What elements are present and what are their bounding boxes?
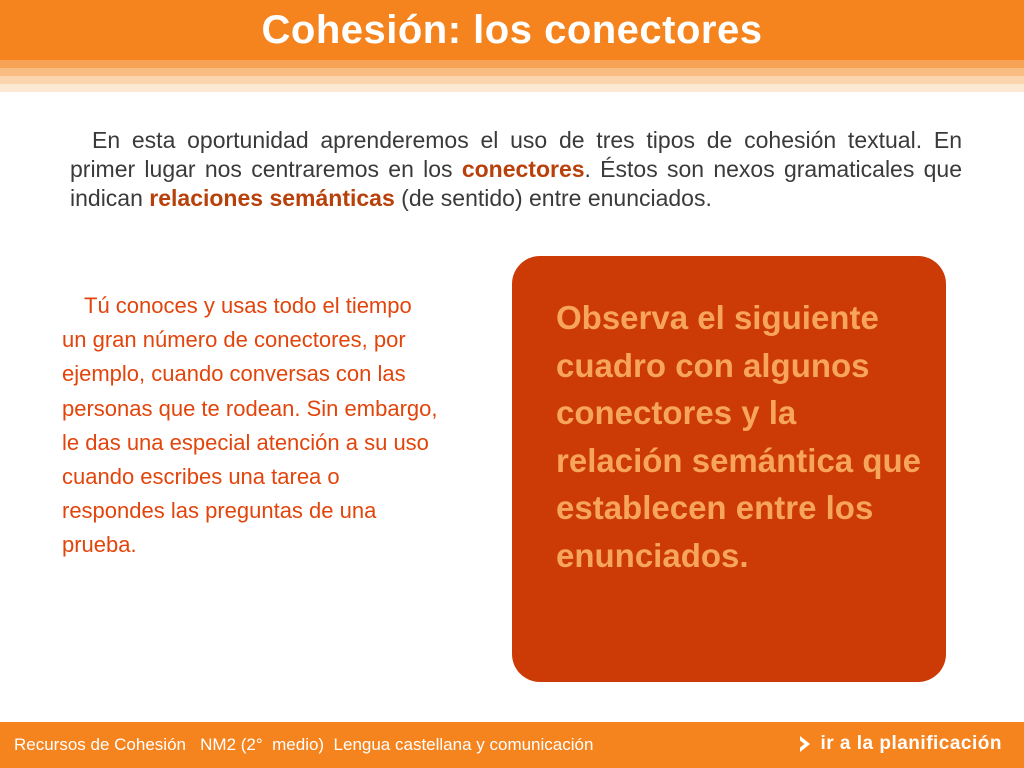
planning-link-label: ir a la planificación <box>820 733 1002 754</box>
keyword-conectores: conectores <box>461 156 585 182</box>
keyword-relaciones-semanticas: relaciones semánticas <box>149 185 395 211</box>
intro-text: . Éstos son nexos gramaticales que indican <box>70 156 962 211</box>
course-info: Recursos de Cohesión NM2 (2° medio) Lengua castellana y comunicación <box>14 735 594 754</box>
header-stripe <box>0 68 1024 76</box>
intro-text: (de sentido) entre enunciados. <box>394 185 712 211</box>
callout-box <box>512 256 946 682</box>
chevron-right-icon <box>798 735 812 753</box>
callout-text: Observa el siguiente cuadro con algunos conectores y la relación semántica que establecen entre los enunciados. <box>556 299 921 574</box>
page-title: Cohesión: los conectores <box>261 8 763 52</box>
title-bar <box>0 0 1024 60</box>
intro-paragraph <box>70 126 962 213</box>
explanation-paragraph: Tú conoces y usas todo el tiempo un gran número de conectores, por ejemplo, cuando conversas con las personas que te rodean. Sin embargo, le das una especial atención a su uso cuando escribes una tarea o respondes las preguntas de una prueba. <box>62 293 438 558</box>
planning-link[interactable] <box>798 731 1002 757</box>
header-stripe <box>0 60 1024 68</box>
header-stripe <box>0 76 1024 84</box>
intro-text: En esta oportunidad aprenderemos el uso de tres tipos de cohesión textual. En primer lugar nos centraremos en los <box>70 127 962 182</box>
footer-bar <box>0 722 1024 768</box>
header-stripe <box>0 84 1024 92</box>
